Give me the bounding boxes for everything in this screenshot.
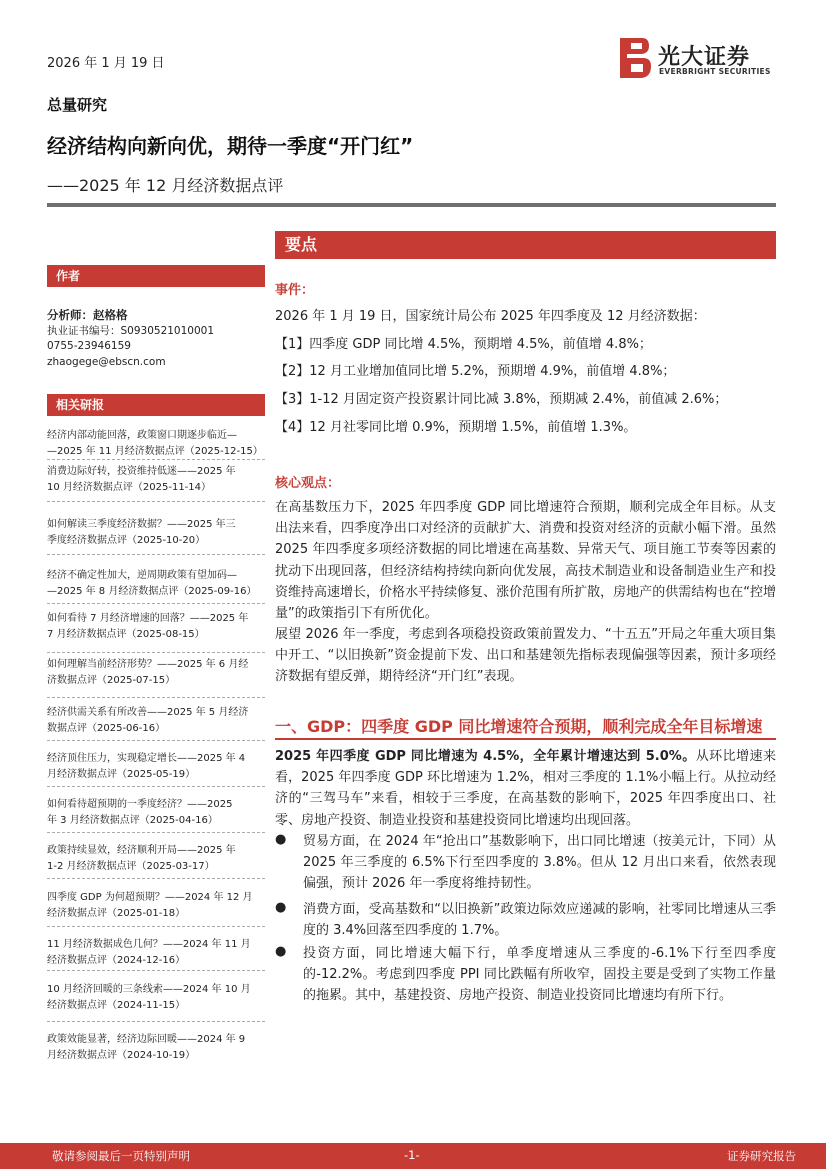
related-list-divider xyxy=(47,1021,265,1022)
related-research-heading: 相关研报 xyxy=(47,394,265,416)
related-report-title-line2: 1-2 月经济数据点评（2025-03-17） xyxy=(47,860,215,872)
related-list-divider xyxy=(47,970,265,971)
everbright-logo-icon xyxy=(618,38,652,78)
related-report-title-line1: 如何解读三季度经济数据？——2025 年三 xyxy=(47,519,236,530)
author-heading: 作者 xyxy=(47,265,265,287)
related-report-title-line2: 经济数据点评（2024-12-16） xyxy=(47,954,186,966)
related-list-divider xyxy=(47,554,265,555)
bullet-dot-icon: ● xyxy=(275,944,287,959)
related-report-title-line1: 10 月经济回暖的三条线索——2024 年 10 月 xyxy=(47,984,251,995)
analyst-license: 执业证书编号：S0930521010001 xyxy=(47,325,215,337)
section-1-lead-rest: 从环比增速来看，2025 年四季度 GDP 环比增速为 1.2%，相对三季度的 1.1%小幅上行。从拉动经济的“三驾马车”来看，相较于三季度，在高基数的影响下，2025 年四季度出口、社零、房地产投资、制造业投资和基建投资同比增速均出现回落。 xyxy=(275,749,776,828)
logo-chinese-name: 光大证券 xyxy=(658,45,751,70)
related-report-title-line1: 经济供需关系有所改善——2025 年 5 月经济 xyxy=(47,707,249,718)
logo-english-name: EVERBRIGHT SECURITIES xyxy=(659,67,771,76)
related-report-title-line1: 政策效能显著，经济边际回暖——2024 年 9 xyxy=(47,1034,246,1045)
related-report-link[interactable] xyxy=(47,464,262,495)
related-report-title-line1: 如何看待 7 月经济增速的回落？——2025 年 xyxy=(47,613,249,624)
related-report-title-line1: 经济内部动能回落，政策窗口期逐步临近— xyxy=(47,430,237,441)
event-intro: 2026 年 1 月 19 日，国家统计局公布 2025 年四季度及 12 月经济数据： xyxy=(275,309,706,324)
related-report-title-line2: 7 月经济数据点评（2025-08-15） xyxy=(47,628,205,640)
section-1-divider xyxy=(275,738,776,740)
related-report-link[interactable] xyxy=(47,568,262,599)
related-report-title-line2: 经济数据点评（2024-11-15） xyxy=(47,999,186,1011)
bullet-trade: 贸易方面，在 2024 年“抢出口”基数影响下，出口同比增速（按美元计，下同）从 2025 年三季度的 6.5%下行至四季度的 3.8%。但从 12 月出口来看，依然表现偏强，预计 2026 年一季度将维持韧性。 xyxy=(303,834,776,892)
core-view-label: 核心观点： xyxy=(275,476,341,491)
section-1-lead xyxy=(275,746,776,831)
report-title: 经济结构向新向优，期待一季度“开门红” xyxy=(47,134,414,158)
report-subtitle: ——2025 年 12 月经济数据点评 xyxy=(47,176,284,195)
related-report-title-line1: 如何看待超预期的一季度经济？——2025 xyxy=(47,799,233,810)
related-report-title-line1: 四季度 GDP 为何超预期？——2024 年 12 月 xyxy=(47,892,253,903)
related-report-link[interactable] xyxy=(47,517,262,548)
related-list-divider xyxy=(47,603,265,604)
section-1-lead-bold: 2025 年四季度 GDP 同比增速为 4.5%，全年累计增速达到 5.0%。 xyxy=(275,749,696,764)
related-report-title-line2: 季度经济数据点评（2025-10-20） xyxy=(47,534,206,546)
related-report-link[interactable] xyxy=(47,705,262,736)
related-report-title-line2: —2025 年 8 月经济数据点评（2025-09-16） xyxy=(47,585,257,597)
event-item: 【4】12 月社零同比增 0.9%，预期增 1.5%，前值增 1.3%。 xyxy=(275,420,637,435)
related-report-link[interactable] xyxy=(47,428,262,459)
page-number: -1- xyxy=(404,1148,420,1162)
related-list-divider xyxy=(47,652,265,653)
related-report-title-line2: 10 月经济数据点评（2025-11-14） xyxy=(47,481,212,493)
related-report-title-line1: 政策持续显效，经济顺利开局——2025 年 xyxy=(47,845,236,856)
event-item: 【1】四季度 GDP 同比增 4.5%，预期增 4.5%，前值增 4.8%； xyxy=(275,337,652,352)
related-report-link[interactable] xyxy=(47,890,262,921)
keypoints-heading: 要点 xyxy=(275,231,776,259)
footer-disclaimer-link[interactable]: 敬请参阅最后一页特别声明 xyxy=(52,1149,190,1163)
related-report-link[interactable] xyxy=(47,843,262,874)
bullet-consumption: 消费方面，受高基数和“以旧换新”政策边际效应递减的影响，社零同比增速从三季度的 3.4%回落至四季度的 1.7%。 xyxy=(303,902,776,939)
section-1-title: 一、GDP：四季度 GDP 同比增速符合预期，顺利完成全年目标增速 xyxy=(275,717,763,736)
related-report-title-line1: 经济不确定性加大，逆周期政策有望加码— xyxy=(47,570,237,581)
related-list-divider xyxy=(47,459,265,460)
related-list-divider xyxy=(47,786,265,787)
related-report-title-line2: 月经济数据点评（2024-10-19） xyxy=(47,1049,196,1061)
related-report-title-line2: 月经济数据点评（2025-05-19） xyxy=(47,768,196,780)
page-footer xyxy=(0,1143,826,1169)
header-divider xyxy=(47,203,776,207)
analyst-phone: 0755-23946159 xyxy=(47,340,131,352)
related-report-title-line2: 济数据点评（2025-07-15） xyxy=(47,674,176,686)
related-list-divider xyxy=(47,926,265,927)
bullet-investment: 投资方面，同比增速大幅下行，单季度增速从三季度的-6.1%下行至四季度的-12.2%。考虑到四季度 PPI 同比跌幅有所收窄，固投主要是受到了实物工作量的拖累。其中，基建投资、房地产投资、制造业投资同比增速均有所下行。 xyxy=(303,946,776,1004)
related-report-link[interactable] xyxy=(47,937,262,968)
analyst-email[interactable]: zhaogege@ebscn.com xyxy=(47,356,166,368)
related-list-divider xyxy=(47,501,265,502)
related-report-link[interactable] xyxy=(47,1032,262,1063)
related-report-link[interactable] xyxy=(47,657,262,688)
report-category: 总量研究 xyxy=(47,96,108,114)
related-report-title-line1: 消费边际好转，投资维持低迷——2025 年 xyxy=(47,466,236,477)
related-report-title-line2: 经济数据点评（2025-01-18） xyxy=(47,907,186,919)
core-view-paragraph-2: 展望 2026 年一季度，考虑到各项稳投资政策前置发力、“十五五”开局之年重大项目集中开工、“以旧换新”资金提前下发、出口和基建领先指标表现偏强等因素，预计多项经济数据有望反弹，期待经济“开门红”表现。 xyxy=(275,627,776,685)
event-item: 【2】12 月工业增加值同比增 5.2%，预期增 4.9%，前值增 4.8%； xyxy=(275,364,676,379)
event-label: 事件： xyxy=(275,283,315,298)
related-report-link[interactable] xyxy=(47,797,262,828)
related-report-link[interactable] xyxy=(47,611,262,642)
bullet-dot-icon: ● xyxy=(275,832,287,847)
related-report-link[interactable] xyxy=(47,982,262,1013)
related-report-link[interactable] xyxy=(47,751,262,782)
related-report-title-line1: 11 月经济数据成色几何？——2024 年 11 月 xyxy=(47,939,251,950)
related-report-title-line2: —2025 年 11 月经济数据点评（2025-12-15） xyxy=(47,445,263,457)
related-list-divider xyxy=(47,740,265,741)
core-view-paragraph-1: 在高基数压力下，2025 年四季度 GDP 同比增速符合预期，顺利完成全年目标。从支出法来看，四季度净出口对经济的贡献扩大、消费和投资对经济的贡献小幅下滑。虽然 2025 年四季度多项经济数据的同比增速在高基数、异常天气、项目施工节奏等因素的扰动下出现回落，但经济结构持续向新向优发展，高技术制造业和设备制造业生产和投资维持高速增长，价格水平持续修复、涨价范围有所扩散，房地产的供需结构也在“控增量”的政策指引下有所优化。 xyxy=(275,500,776,622)
related-list-divider xyxy=(47,697,265,698)
related-report-title-line1: 经济顶住压力，实现稳定增长——2025 年 4 xyxy=(47,753,246,764)
footer-report-type: 证券研究报告 xyxy=(727,1149,796,1163)
related-list-divider xyxy=(47,832,265,833)
related-report-title-line2: 数据点评（2025-06-16） xyxy=(47,722,166,734)
company-logo xyxy=(618,38,778,80)
report-date: 2026 年 1 月 19 日 xyxy=(47,56,165,71)
analyst-name: 分析师：赵格格 xyxy=(47,308,128,322)
related-report-title-line2: 年 3 月经济数据点评（2025-04-16） xyxy=(47,814,218,826)
bullet-dot-icon: ● xyxy=(275,900,287,915)
related-list-divider xyxy=(47,878,265,879)
related-report-title-line1: 如何理解当前经济形势？——2025 年 6 月经 xyxy=(47,659,249,670)
event-item: 【3】1-12 月固定资产投资累计同比减 3.8%，预期减 2.4%，前值减 2.6%； xyxy=(275,392,728,407)
